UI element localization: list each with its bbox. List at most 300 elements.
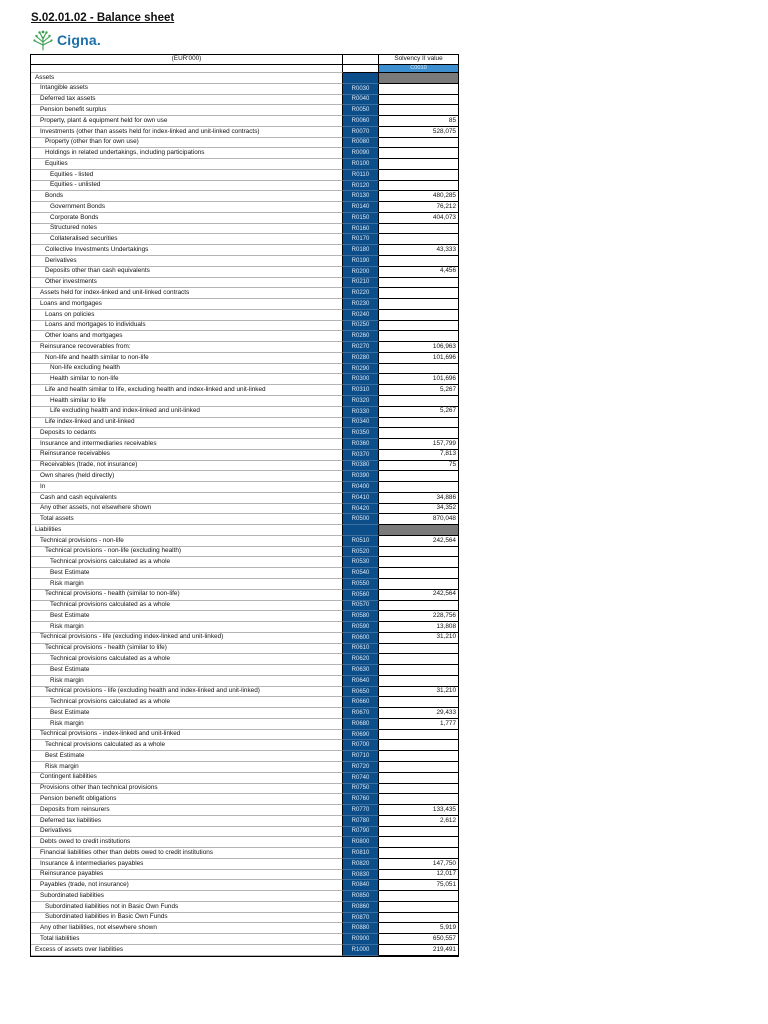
table-row — [31, 493, 458, 504]
table-row — [31, 805, 458, 816]
row-label: Excess of assets over liabilities — [31, 945, 343, 956]
row-value — [379, 794, 458, 805]
row-value — [379, 740, 458, 751]
row-label: Life and health similar to life, excluding health and index-linked and unit-linked — [31, 385, 343, 396]
row-code: R0060 — [343, 116, 379, 127]
row-label: Risk margin — [31, 579, 343, 590]
row-value — [379, 170, 458, 181]
row-value — [379, 730, 458, 741]
row-label: Liabilities — [31, 525, 343, 536]
row-label: Equities - listed — [31, 170, 343, 181]
row-code: R0170 — [343, 234, 379, 245]
row-value: 85 — [379, 116, 458, 127]
row-code: R0520 — [343, 547, 379, 558]
row-value — [379, 471, 458, 482]
table-row — [31, 170, 458, 181]
row-value — [379, 697, 458, 708]
row-value — [379, 234, 458, 245]
table-body — [31, 73, 458, 956]
row-code — [343, 525, 379, 536]
row-value: 133,435 — [379, 805, 458, 816]
row-label: Best Estimate — [31, 568, 343, 579]
row-value — [379, 321, 458, 332]
table-row — [31, 407, 458, 418]
table-row — [31, 794, 458, 805]
row-code: R0200 — [343, 267, 379, 278]
row-label: Subordinated liabilities not in Basic Own Funds — [31, 902, 343, 913]
row-value: 43,333 — [379, 245, 458, 256]
row-label: Best Estimate — [31, 708, 343, 719]
row-label: Life excluding health and index-linked and unit-linked — [31, 407, 343, 418]
row-label: Deposits other than cash equivalents — [31, 267, 343, 278]
row-label: Technical provisions - non-life (excluding health) — [31, 547, 343, 558]
row-code: R0640 — [343, 676, 379, 687]
row-code: R0050 — [343, 105, 379, 116]
table-row — [31, 256, 458, 267]
table-row — [31, 245, 458, 256]
table-row — [31, 159, 458, 170]
row-value: 7,813 — [379, 450, 458, 461]
subheader-code-blank — [343, 65, 379, 73]
row-code: R0660 — [343, 697, 379, 708]
table-row — [31, 148, 458, 159]
row-value — [379, 762, 458, 773]
code-header-blank — [343, 55, 379, 65]
row-label: Loans on policies — [31, 310, 343, 321]
row-value — [379, 773, 458, 784]
row-label: Risk margin — [31, 762, 343, 773]
row-label: Reinsurance payables — [31, 870, 343, 881]
row-code: R0290 — [343, 364, 379, 375]
table-row — [31, 708, 458, 719]
row-label: Risk margin — [31, 676, 343, 687]
row-value: 5,267 — [379, 407, 458, 418]
row-label: Receivables (trade, not insurance) — [31, 461, 343, 472]
column-title-header: Solvency II value — [379, 55, 458, 65]
subheader-label-blank — [31, 65, 343, 73]
table-row — [31, 665, 458, 676]
row-code: R0750 — [343, 784, 379, 795]
table-row — [31, 514, 458, 525]
row-label: Technical provisions calculated as a whole — [31, 697, 343, 708]
row-label: Structured notes — [31, 224, 343, 235]
row-value: 870,048 — [379, 514, 458, 525]
row-value — [379, 913, 458, 924]
row-code: R0550 — [343, 579, 379, 590]
row-label: Deposits to cedants — [31, 428, 343, 439]
row-label: Debts owed to credit institutions — [31, 837, 343, 848]
row-code: R0270 — [343, 342, 379, 353]
row-value: 5,919 — [379, 923, 458, 934]
row-code: R0080 — [343, 138, 379, 149]
row-code: R0860 — [343, 902, 379, 913]
row-label: Equities - unlisted — [31, 181, 343, 192]
row-value — [379, 601, 458, 612]
row-label: Loans and mortgages to individuals — [31, 321, 343, 332]
row-label: Deferred tax liabilities — [31, 816, 343, 827]
row-value — [379, 418, 458, 429]
row-value — [379, 557, 458, 568]
row-code: R0590 — [343, 622, 379, 633]
table-row — [31, 353, 458, 364]
row-code: R0840 — [343, 880, 379, 891]
table-row — [31, 654, 458, 665]
row-value — [379, 396, 458, 407]
row-code: R0530 — [343, 557, 379, 568]
row-value: 101,696 — [379, 374, 458, 385]
row-value: 242,564 — [379, 536, 458, 547]
table-row — [31, 913, 458, 924]
table-row — [31, 611, 458, 622]
row-value: 2,612 — [379, 816, 458, 827]
row-label: Subordinated liabilities — [31, 891, 343, 902]
row-code: R0320 — [343, 396, 379, 407]
row-label: Total assets — [31, 514, 343, 525]
row-code: R0690 — [343, 730, 379, 741]
row-code: R0880 — [343, 923, 379, 934]
row-value: 31,210 — [379, 633, 458, 644]
row-code: R0500 — [343, 514, 379, 525]
row-value — [379, 891, 458, 902]
section-row — [31, 73, 458, 84]
row-value: 404,073 — [379, 213, 458, 224]
row-label: Assets — [31, 73, 343, 84]
row-value: 1,777 — [379, 719, 458, 730]
row-code: R0410 — [343, 493, 379, 504]
table-row — [31, 687, 458, 698]
row-code: R0700 — [343, 740, 379, 751]
row-value — [379, 525, 458, 536]
row-value — [379, 95, 458, 106]
row-value: 147,750 — [379, 859, 458, 870]
row-label: Derivatives — [31, 827, 343, 838]
row-value: 34,886 — [379, 493, 458, 504]
row-label: Best Estimate — [31, 751, 343, 762]
row-value: 75 — [379, 461, 458, 472]
row-value: 157,799 — [379, 439, 458, 450]
table-row — [31, 482, 458, 493]
row-code: R0070 — [343, 127, 379, 138]
row-code: R0510 — [343, 536, 379, 547]
row-value: 242,564 — [379, 590, 458, 601]
currency-header: (EUR'000) — [31, 55, 343, 65]
table-row — [31, 342, 458, 353]
table-row — [31, 331, 458, 342]
row-label: Holdings in related undertakings, including participations — [31, 148, 343, 159]
row-label: Government Bonds — [31, 202, 343, 213]
row-value — [379, 224, 458, 235]
table-row — [31, 902, 458, 913]
table-row — [31, 321, 458, 332]
row-value — [379, 138, 458, 149]
table-row — [31, 374, 458, 385]
table-row — [31, 676, 458, 687]
table-row — [31, 95, 458, 106]
table-row — [31, 213, 458, 224]
table-row — [31, 719, 458, 730]
row-value: 528,075 — [379, 127, 458, 138]
row-code: R0620 — [343, 654, 379, 665]
row-code: R0740 — [343, 773, 379, 784]
row-value: 101,696 — [379, 353, 458, 364]
row-label: Technical provisions - health (similar to non-life) — [31, 590, 343, 601]
table-row — [31, 105, 458, 116]
row-value — [379, 84, 458, 95]
table-row — [31, 536, 458, 547]
row-code: R0160 — [343, 224, 379, 235]
table-row — [31, 278, 458, 289]
table-row — [31, 751, 458, 762]
table-row — [31, 299, 458, 310]
row-label: Best Estimate — [31, 611, 343, 622]
row-code: R0230 — [343, 299, 379, 310]
row-label: In — [31, 482, 343, 493]
row-label: Investments (other than assets held for index-linked and unit-linked contracts) — [31, 127, 343, 138]
row-label: Technical provisions calculated as a whole — [31, 601, 343, 612]
table-row — [31, 471, 458, 482]
row-code: R0820 — [343, 859, 379, 870]
row-code: R0760 — [343, 794, 379, 805]
row-value: 650,557 — [379, 934, 458, 945]
row-code: R0420 — [343, 504, 379, 515]
row-label: Collective Investments Undertakings — [31, 245, 343, 256]
row-label: Financial liabilities other than debts owed to credit institutions — [31, 848, 343, 859]
row-value: 219,491 — [379, 945, 458, 956]
table-row — [31, 945, 458, 956]
table-row — [31, 461, 458, 472]
row-value — [379, 676, 458, 687]
row-value — [379, 784, 458, 795]
row-value: 13,808 — [379, 622, 458, 633]
row-code: R0790 — [343, 827, 379, 838]
row-label: Insurance and intermediaries receivables — [31, 439, 343, 450]
row-label: Payables (trade, not insurance) — [31, 880, 343, 891]
row-code: R0560 — [343, 590, 379, 601]
row-label: Non-life and health similar to non-life — [31, 353, 343, 364]
table-row — [31, 288, 458, 299]
row-label: Subordinated liabilities in Basic Own Funds — [31, 913, 343, 924]
table-row — [31, 870, 458, 881]
row-code: R0130 — [343, 191, 379, 202]
row-value — [379, 278, 458, 289]
row-code: R0850 — [343, 891, 379, 902]
row-label: Contingent liabilities — [31, 773, 343, 784]
row-value: 76,212 — [379, 202, 458, 213]
row-label: Technical provisions - life (excluding index-linked and unit-linked) — [31, 633, 343, 644]
row-value: 4,456 — [379, 267, 458, 278]
table-row — [31, 116, 458, 127]
row-code: R0280 — [343, 353, 379, 364]
table-row — [31, 762, 458, 773]
row-value: 31,210 — [379, 687, 458, 698]
row-code: R0810 — [343, 848, 379, 859]
table-row — [31, 396, 458, 407]
row-code: R0140 — [343, 202, 379, 213]
row-value — [379, 579, 458, 590]
row-code: R0680 — [343, 719, 379, 730]
table-row — [31, 202, 458, 213]
row-code: R0370 — [343, 450, 379, 461]
table-row — [31, 364, 458, 375]
table-row — [31, 827, 458, 838]
table-row — [31, 740, 458, 751]
row-value — [379, 148, 458, 159]
table-row — [31, 859, 458, 870]
table-row — [31, 450, 458, 461]
table-row — [31, 880, 458, 891]
row-label: Technical provisions calculated as a whole — [31, 557, 343, 568]
table-row — [31, 590, 458, 601]
row-label: Property (other than for own use) — [31, 138, 343, 149]
row-value — [379, 665, 458, 676]
row-code — [343, 73, 379, 84]
row-label: Bonds — [31, 191, 343, 202]
row-label: Technical provisions calculated as a whole — [31, 740, 343, 751]
row-label: Cash and cash equivalents — [31, 493, 343, 504]
row-value: 228,756 — [379, 611, 458, 622]
row-label: Non-life excluding health — [31, 364, 343, 375]
row-label: Other loans and mortgages — [31, 331, 343, 342]
table-header-row — [31, 55, 458, 65]
row-value — [379, 159, 458, 170]
table-row — [31, 428, 458, 439]
row-code: R0710 — [343, 751, 379, 762]
row-code: R0600 — [343, 633, 379, 644]
row-code: R0190 — [343, 256, 379, 267]
row-code: R0220 — [343, 288, 379, 299]
row-value: 106,963 — [379, 342, 458, 353]
logo-text: Cigna. — [57, 32, 101, 48]
row-label: Own shares (held directly) — [31, 471, 343, 482]
row-code: R0650 — [343, 687, 379, 698]
row-value — [379, 902, 458, 913]
table-row — [31, 773, 458, 784]
row-code: R0350 — [343, 428, 379, 439]
table-subheader-row — [31, 65, 458, 73]
row-code: R0770 — [343, 805, 379, 816]
page-title: S.02.01.02 - Balance sheet — [31, 12, 175, 24]
row-code: R0120 — [343, 181, 379, 192]
table-row — [31, 601, 458, 612]
row-label: Intangible assets — [31, 84, 343, 95]
table-row — [31, 418, 458, 429]
row-code: R0330 — [343, 407, 379, 418]
table-row — [31, 837, 458, 848]
row-code: R0720 — [343, 762, 379, 773]
row-code: R0100 — [343, 159, 379, 170]
table-row — [31, 622, 458, 633]
row-label: Derivatives — [31, 256, 343, 267]
row-code: R0150 — [343, 213, 379, 224]
row-code: R0180 — [343, 245, 379, 256]
table-row — [31, 633, 458, 644]
row-label: Property, plant & equipment held for own use — [31, 116, 343, 127]
row-code: R0630 — [343, 665, 379, 676]
row-label: Technical provisions - health (similar to life) — [31, 644, 343, 655]
cigna-logo — [32, 29, 101, 51]
row-value: 29,433 — [379, 708, 458, 719]
row-value — [379, 482, 458, 493]
row-label: Any other liabilities, not elsewhere shown — [31, 923, 343, 934]
row-code: R0610 — [343, 644, 379, 655]
row-label: Pension benefit surplus — [31, 105, 343, 116]
row-label: Technical provisions - non-life — [31, 536, 343, 547]
row-value: 5,267 — [379, 385, 458, 396]
row-value — [379, 299, 458, 310]
row-value — [379, 547, 458, 558]
row-value — [379, 568, 458, 579]
row-code: R0300 — [343, 374, 379, 385]
row-value — [379, 644, 458, 655]
table-row — [31, 310, 458, 321]
row-label: Health similar to non-life — [31, 374, 343, 385]
table-row — [31, 385, 458, 396]
table-row — [31, 923, 458, 934]
row-code: R0210 — [343, 278, 379, 289]
row-value — [379, 751, 458, 762]
row-value: 480,285 — [379, 191, 458, 202]
table-row — [31, 138, 458, 149]
balance-sheet-table — [30, 54, 459, 957]
row-label: Health similar to life — [31, 396, 343, 407]
row-code: R0310 — [343, 385, 379, 396]
row-label: Deposits from reinsurers — [31, 805, 343, 816]
row-value — [379, 364, 458, 375]
row-value — [379, 331, 458, 342]
row-label: Life index-linked and unit-linked — [31, 418, 343, 429]
row-label: Deferred tax assets — [31, 95, 343, 106]
table-row — [31, 784, 458, 795]
row-code: R0040 — [343, 95, 379, 106]
row-code: R0800 — [343, 837, 379, 848]
row-label: Other investments — [31, 278, 343, 289]
table-row — [31, 848, 458, 859]
table-row — [31, 439, 458, 450]
column-code-header: C0010 — [379, 65, 458, 73]
row-code: R0250 — [343, 321, 379, 332]
row-code: R0900 — [343, 934, 379, 945]
row-code: R0870 — [343, 913, 379, 924]
row-code: R0260 — [343, 331, 379, 342]
table-row — [31, 84, 458, 95]
row-code: R0400 — [343, 482, 379, 493]
table-row — [31, 557, 458, 568]
table-row — [31, 644, 458, 655]
table-row — [31, 934, 458, 945]
table-row — [31, 234, 458, 245]
table-row — [31, 127, 458, 138]
row-value — [379, 848, 458, 859]
row-code: R0670 — [343, 708, 379, 719]
row-value: 34,352 — [379, 504, 458, 515]
row-label: Insurance & intermediaries payables — [31, 859, 343, 870]
table-row — [31, 816, 458, 827]
row-value: 75,051 — [379, 880, 458, 891]
table-row — [31, 568, 458, 579]
row-code: R0540 — [343, 568, 379, 579]
row-label: Total liabilities — [31, 934, 343, 945]
row-label: Risk margin — [31, 622, 343, 633]
row-value — [379, 181, 458, 192]
row-code: R1000 — [343, 945, 379, 956]
row-value — [379, 288, 458, 299]
row-value — [379, 428, 458, 439]
tree-icon — [32, 29, 54, 51]
row-value — [379, 837, 458, 848]
row-value — [379, 256, 458, 267]
row-label: Corporate Bonds — [31, 213, 343, 224]
row-value — [379, 310, 458, 321]
